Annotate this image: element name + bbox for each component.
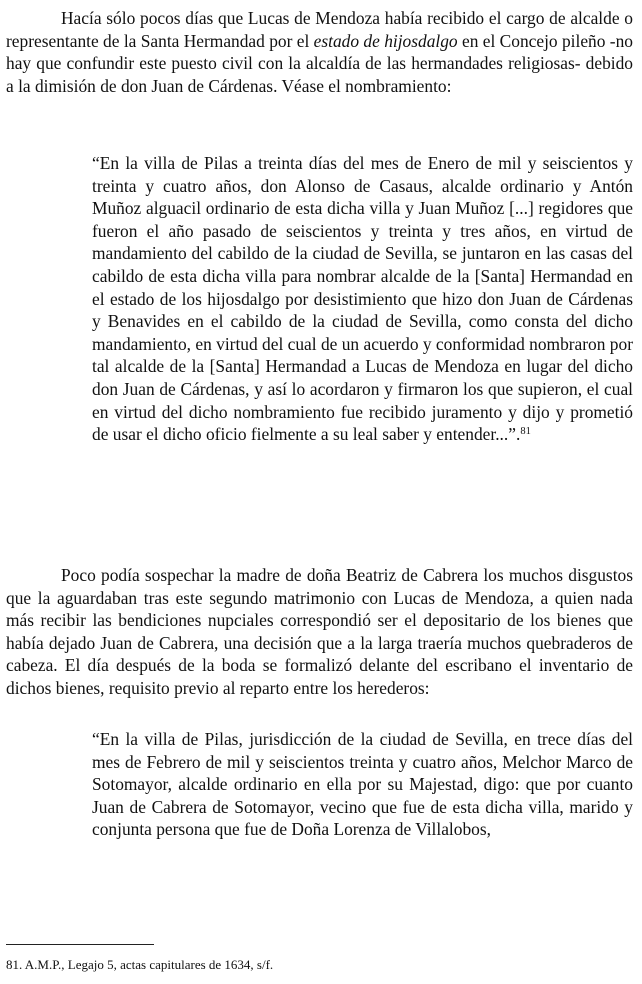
block-quote-1	[92, 152, 633, 446]
paragraph-1-emphasis: estado de hijosdalgo	[313, 30, 458, 51]
footnote-reference-81: 81	[520, 426, 531, 438]
quote-2-text: “En la villa de Pilas, jurisdicción de la ciudad de Sevilla, en trece días del mes de Febrero de mil y seiscientos treinta y cuatro años, Melchor Marco de Sotomayor, alcalde ordinario en ella por su Majestad, digo: que por cuanto Juan de Cabrera de Sotomayor, vecino que fue de esta dicha villa, marido y conjunta persona que fue de Doña Lorenza de Villalobos,	[92, 729, 633, 840]
footnote-81	[6, 957, 273, 973]
block-quote-2	[92, 728, 633, 841]
footnote-divider	[6, 944, 154, 945]
quote-1-text: “En la villa de Pilas a treinta días del mes de Enero de mil y seiscientos y treinta y cuatro años, don Alonso de Casaus, alcalde ordinario y Antón Muñoz alguacil ordinario de esta dicha villa y Juan Muñoz [...] regidores que fueron el año pasado de seiscientos y treinta y tres años, en virtud de mandamiento del cabildo de la ciudad de Sevilla, se juntaron en las casas del cabildo de esta dicha villa para nombrar alcalde de la [Santa] Hermandad en el estado de los hijosdalgo por desistimiento que hizo don Juan de Cárdenas y Benavides en el cabildo de la ciudad de Sevilla, como consta del dicho mandamiento, en virtud del cual de un acuerdo y conformidad nombraron por tal alcalde de la [Santa] Hermandad a Lucas de Mendoza en lugar del dicho don Juan de Cárdenas, y así lo acordaron y firmaron los que supieron, el cual en virtud del dicho nombramiento fue recibido juramento y dijo y prometió de usar el dicho oficio fielmente a su leal saber y entender...”.	[92, 153, 633, 445]
paragraph-2-text: Poco podía sospechar la madre de doña Beatriz de Cabrera los muchos disgustos que la aguardaban tras este segundo matrimonio con Lucas de Mendoza, a quien nada más recibir las bendiciones nupciales correspondió ser el depositario de los bienes que había dejado Juan de Cabrera, una decisión que a la larga traería muchos quebraderos de cabeza. El día después de la boda se formalizó delante del escribano el inventario de dichos bienes, requisito previo al reparto entre los herederos:	[6, 565, 633, 698]
paragraph-1-text-a: Hacía sólo pocos días que Lucas de Mendoza había recibido el cargo de alcalde o representante de la Santa Hermandad por el	[6, 8, 633, 51]
body-paragraph-2	[6, 564, 633, 700]
body-paragraph-1	[6, 7, 633, 97]
paragraph-1-text-b: en el Concejo pileño -no hay que confundir este puesto civil con la alcaldía de las hermandades religiosas- debido a la dimisión de don Juan de Cárdenas. Véase el nombramiento:	[6, 30, 633, 96]
footnote-text: 81. A.M.P., Legajo 5, actas capitulares de 1634, s/f.	[6, 957, 274, 972]
